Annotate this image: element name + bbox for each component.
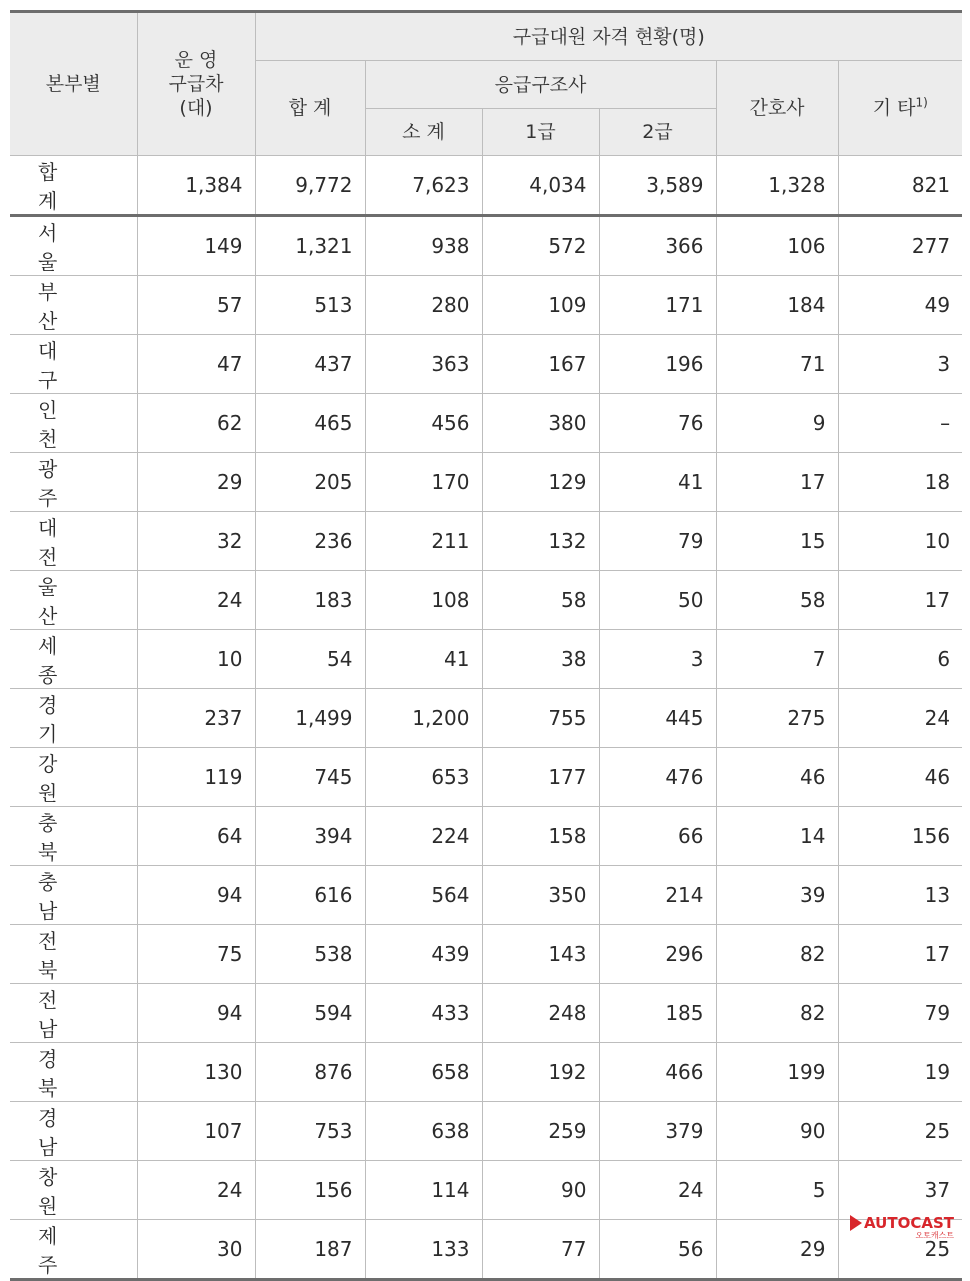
nurse-cell: 184 (716, 276, 838, 335)
subtotal-cell: 1,200 (365, 689, 482, 748)
other-cell: – (838, 394, 962, 453)
region-cell: 부산 (10, 276, 137, 335)
subtotal-cell: 456 (365, 394, 482, 453)
vehicles-cell: 107 (137, 1102, 255, 1161)
total-cell: 753 (255, 1102, 365, 1161)
col-header-emt-group: 응급구조사 (365, 61, 716, 109)
grade1-cell: 755 (482, 689, 599, 748)
total-cell: 876 (255, 1043, 365, 1102)
region-cell: 인천 (10, 394, 137, 453)
total-cell: 594 (255, 984, 365, 1043)
nurse-cell: 39 (716, 866, 838, 925)
subtotal-cell: 564 (365, 866, 482, 925)
grade2-cell: 50 (599, 571, 716, 630)
grade2-cell: 296 (599, 925, 716, 984)
table-row (10, 276, 962, 335)
col-header-vehicles: 운 영 구급차 (대) (137, 12, 255, 156)
vehicles-cell: 64 (137, 807, 255, 866)
col-header-grade2: 2급 (599, 109, 716, 156)
table-row (10, 394, 962, 453)
nurse-cell: 17 (716, 453, 838, 512)
region-cell: 충북 (10, 807, 137, 866)
table-row (10, 512, 962, 571)
vehicles-cell: 30 (137, 1220, 255, 1280)
region-cell: 세종 (10, 630, 137, 689)
other-cell: 19 (838, 1043, 962, 1102)
other-cell: 49 (838, 276, 962, 335)
table-row (10, 689, 962, 748)
total-cell: 745 (255, 748, 365, 807)
subtotal-cell: 170 (365, 453, 482, 512)
table-row (10, 453, 962, 512)
table-row (10, 1161, 962, 1220)
vehicles-cell: 24 (137, 571, 255, 630)
grade1-cell: 129 (482, 453, 599, 512)
vehicles-cell: 24 (137, 1161, 255, 1220)
grade1-cell: 177 (482, 748, 599, 807)
grade1-cell: 572 (482, 216, 599, 276)
col-header-region: 본부별 (10, 12, 137, 156)
grade2-cell: 66 (599, 807, 716, 866)
table-row (10, 1043, 962, 1102)
subtotal-cell: 433 (365, 984, 482, 1043)
grade2-cell: 171 (599, 276, 716, 335)
other-cell: 37 (838, 1161, 962, 1220)
vehicles-cell: 29 (137, 453, 255, 512)
region-cell: 전남 (10, 984, 137, 1043)
grade2-cell: 445 (599, 689, 716, 748)
vehicles-cell: 47 (137, 335, 255, 394)
table-row (10, 1102, 962, 1161)
grade2-cell: 214 (599, 866, 716, 925)
grade1-cell: 167 (482, 335, 599, 394)
subtotal-cell: 133 (365, 1220, 482, 1280)
vehicles-cell: 119 (137, 748, 255, 807)
total-cell: 183 (255, 571, 365, 630)
table-row (10, 807, 962, 866)
table-row (10, 335, 962, 394)
col-header-grade1: 1급 (482, 109, 599, 156)
col-header-staff-group: 구급대원 자격 현황(명) (255, 12, 962, 61)
total-cell: 236 (255, 512, 365, 571)
vehicles-cell: 32 (137, 512, 255, 571)
table-row (10, 571, 962, 630)
other-cell: 156 (838, 807, 962, 866)
grade1-cell: 248 (482, 984, 599, 1043)
subtotal-cell: 224 (365, 807, 482, 866)
table-row (10, 748, 962, 807)
nurse-cell: 90 (716, 1102, 838, 1161)
grade1-cell: 350 (482, 866, 599, 925)
grade1-cell: 380 (482, 394, 599, 453)
subtotal-cell: 638 (365, 1102, 482, 1161)
nurse-cell: 199 (716, 1043, 838, 1102)
vehicles-cell: 10 (137, 630, 255, 689)
grade1-cell: 192 (482, 1043, 599, 1102)
nurse-cell: 14 (716, 807, 838, 866)
vehicles-cell: 57 (137, 276, 255, 335)
total-cell: 1,321 (255, 216, 365, 276)
subtotal-cell: 41 (365, 630, 482, 689)
region-cell: 경기 (10, 689, 137, 748)
grade2-cell: 79 (599, 512, 716, 571)
grade2-cell: 196 (599, 335, 716, 394)
subtotal-cell: 658 (365, 1043, 482, 1102)
grade2-cell: 3,589 (599, 156, 716, 216)
col-header-other: 기 타$^{1)}$ (838, 61, 962, 156)
vehicles-cell: 1,384 (137, 156, 255, 216)
nurse-cell: 9 (716, 394, 838, 453)
other-cell: 79 (838, 984, 962, 1043)
table-row-total (10, 156, 962, 216)
logo-arrow-icon (850, 1215, 862, 1231)
other-cell: 18 (838, 453, 962, 512)
total-cell: 205 (255, 453, 365, 512)
grade1-cell: 38 (482, 630, 599, 689)
subtotal-cell: 211 (365, 512, 482, 571)
nurse-cell: 82 (716, 925, 838, 984)
table-row (10, 866, 962, 925)
grade1-cell: 77 (482, 1220, 599, 1280)
footnote-marker: 1) (915, 95, 928, 110)
subtotal-cell: 938 (365, 216, 482, 276)
grade2-cell: 379 (599, 1102, 716, 1161)
autocast-watermark: AUTOCAST 오토캐스트 (850, 1214, 954, 1232)
subtotal-cell: 114 (365, 1161, 482, 1220)
region-cell: 울산 (10, 571, 137, 630)
grade2-cell: 41 (599, 453, 716, 512)
other-cell: 6 (838, 630, 962, 689)
region-cell: 경북 (10, 1043, 137, 1102)
vehicles-cell: 237 (137, 689, 255, 748)
total-cell: 538 (255, 925, 365, 984)
subtotal-cell: 280 (365, 276, 482, 335)
region-cell: 대전 (10, 512, 137, 571)
region-cell: 경남 (10, 1102, 137, 1161)
grade2-cell: 476 (599, 748, 716, 807)
subtotal-cell: 7,623 (365, 156, 482, 216)
table-row (10, 630, 962, 689)
vehicles-cell: 149 (137, 216, 255, 276)
table-row (10, 925, 962, 984)
other-cell: 17 (838, 925, 962, 984)
region-cell: 강원 (10, 748, 137, 807)
nurse-cell: 82 (716, 984, 838, 1043)
region-cell: 대구 (10, 335, 137, 394)
grade1-cell: 109 (482, 276, 599, 335)
nurse-cell: 1,328 (716, 156, 838, 216)
table-row (10, 1220, 962, 1280)
nurse-cell: 7 (716, 630, 838, 689)
subtotal-cell: 363 (365, 335, 482, 394)
grade1-cell: 58 (482, 571, 599, 630)
subtotal-cell: 653 (365, 748, 482, 807)
region-cell: 전북 (10, 925, 137, 984)
grade2-cell: 56 (599, 1220, 716, 1280)
region-cell: 제주 (10, 1220, 137, 1280)
total-cell: 513 (255, 276, 365, 335)
grade2-cell: 466 (599, 1043, 716, 1102)
other-cell: 46 (838, 748, 962, 807)
other-cell: 3 (838, 335, 962, 394)
total-cell: 394 (255, 807, 365, 866)
total-cell: 437 (255, 335, 365, 394)
grade2-cell: 3 (599, 630, 716, 689)
grade1-cell: 132 (482, 512, 599, 571)
grade1-cell: 90 (482, 1161, 599, 1220)
total-cell: 54 (255, 630, 365, 689)
region-cell: 합계 (10, 156, 137, 216)
subtotal-cell: 439 (365, 925, 482, 984)
grade2-cell: 185 (599, 984, 716, 1043)
nurse-cell: 15 (716, 512, 838, 571)
vehicles-cell: 94 (137, 866, 255, 925)
grade1-cell: 158 (482, 807, 599, 866)
region-cell: 창원 (10, 1161, 137, 1220)
other-cell: 25 (838, 1102, 962, 1161)
region-cell: 광주 (10, 453, 137, 512)
ambulance-staff-table (10, 10, 962, 1281)
vehicles-cell: 62 (137, 394, 255, 453)
nurse-cell: 71 (716, 335, 838, 394)
other-cell: 277 (838, 216, 962, 276)
total-cell: 9,772 (255, 156, 365, 216)
grade1-cell: 259 (482, 1102, 599, 1161)
subtotal-cell: 108 (365, 571, 482, 630)
col-header-nurse: 간호사 (716, 61, 838, 156)
other-cell: 13 (838, 866, 962, 925)
other-cell: 821 (838, 156, 962, 216)
vehicles-cell: 75 (137, 925, 255, 984)
region-cell: 충남 (10, 866, 137, 925)
grade2-cell: 76 (599, 394, 716, 453)
total-cell: 1,499 (255, 689, 365, 748)
grade2-cell: 24 (599, 1161, 716, 1220)
col-header-subtotal: 소 계 (365, 109, 482, 156)
nurse-cell: 58 (716, 571, 838, 630)
col-header-total: 합 계 (255, 61, 365, 156)
table-row (10, 984, 962, 1043)
total-cell: 187 (255, 1220, 365, 1280)
other-cell: 24 (838, 689, 962, 748)
total-cell: 465 (255, 394, 365, 453)
other-cell: 25 (838, 1220, 962, 1280)
vehicles-cell: 94 (137, 984, 255, 1043)
nurse-cell: 46 (716, 748, 838, 807)
vehicles-cell: 130 (137, 1043, 255, 1102)
other-cell: 17 (838, 571, 962, 630)
total-cell: 156 (255, 1161, 365, 1220)
nurse-cell: 275 (716, 689, 838, 748)
grade2-cell: 366 (599, 216, 716, 276)
table-row (10, 216, 962, 276)
region-cell: 서울 (10, 216, 137, 276)
nurse-cell: 106 (716, 216, 838, 276)
total-cell: 616 (255, 866, 365, 925)
other-cell: 10 (838, 512, 962, 571)
nurse-cell: 29 (716, 1220, 838, 1280)
grade1-cell: 143 (482, 925, 599, 984)
grade1-cell: 4,034 (482, 156, 599, 216)
nurse-cell: 5 (716, 1161, 838, 1220)
